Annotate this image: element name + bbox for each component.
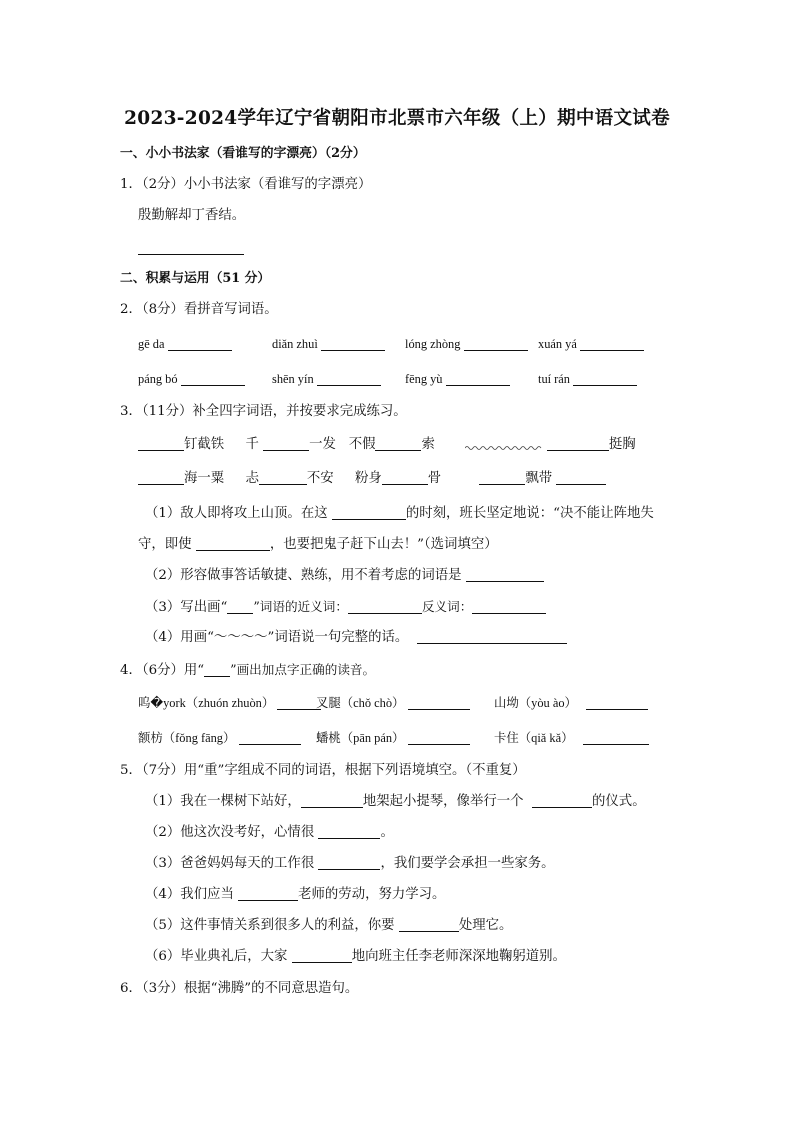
q3-part-4: （4）用画“～～～～”词语说一句完整的话。 xyxy=(145,629,567,647)
answer-blank[interactable] xyxy=(532,793,592,808)
pinyin-item: xuán yá xyxy=(538,335,644,353)
wavy-underline xyxy=(465,437,543,451)
answer-blank[interactable] xyxy=(375,436,421,451)
answer-blank[interactable] xyxy=(259,470,307,485)
pinyin-item: shēn yín xyxy=(272,370,381,388)
answer-blank[interactable] xyxy=(196,536,270,551)
q5-part-4: （4）我们应当 老师的劳动，努力学习。 xyxy=(145,887,446,902)
answer-blank[interactable] xyxy=(382,470,428,485)
answer-blank[interactable] xyxy=(168,336,232,351)
answer-blank[interactable] xyxy=(317,371,381,386)
answer-blank[interactable] xyxy=(181,371,245,386)
reading-item: 卡住（qiǎ kǎ） xyxy=(494,729,649,747)
answer-blank[interactable] xyxy=(292,948,352,963)
q3-part-1-cont: 守，即使 ，也要把鬼子赶下山去！”（选词填空） xyxy=(138,537,498,552)
answer-blank[interactable] xyxy=(301,793,363,808)
answer-blank[interactable] xyxy=(580,336,644,351)
page-title: 2023-2024学年辽宁省朝阳市北票市六年级（上）期中语文试卷 xyxy=(124,108,670,129)
q5-part-3: （3）爸爸妈妈每天的工作很 ，我们要学会承担一些家务。 xyxy=(145,856,555,871)
reading-item: 山坳（yòu ào） xyxy=(494,694,648,712)
question-3: 3．（11分）补全四字词语，并按要求完成练习。 xyxy=(120,404,407,419)
reading-item: 蟠桃（pān pán） xyxy=(316,729,470,747)
q3-part-2: （2）形容做事答话敏捷、熟练，用不着考虑的词语是 xyxy=(145,567,544,585)
answer-blank[interactable] xyxy=(417,629,567,644)
answer-blank[interactable] xyxy=(348,599,422,614)
answer-blank[interactable] xyxy=(408,695,470,710)
section-2-heading: 二、积累与运用（51 分） xyxy=(120,271,271,286)
answer-blank[interactable] xyxy=(466,567,544,582)
answer-blank[interactable] xyxy=(277,695,321,710)
idiom-row-2: 海一粟 忐 不安 粉身 骨 飘带 xyxy=(138,470,606,488)
pinyin-item: lóng zhòng xyxy=(405,335,528,353)
answer-blank[interactable] xyxy=(556,470,606,485)
answer-blank[interactable] xyxy=(318,855,380,870)
q3-part-3: （3）写出画“ ”词语的近义词： 反义词： xyxy=(145,598,546,617)
reading-item: 呜�york（zhuón zhuòn） xyxy=(138,694,321,712)
answer-blank[interactable] xyxy=(238,886,298,901)
answer-blank[interactable] xyxy=(321,336,385,351)
answer-blank[interactable] xyxy=(573,371,637,386)
question-6: 6．（3分）根据“沸腾”的不同意思造句。 xyxy=(120,981,359,996)
answer-blank[interactable] xyxy=(138,240,244,258)
question-1: 1．（2分）小小书法家（看谁写的字漂亮） xyxy=(120,177,372,192)
question-4: 4．（6分）用“ ”画出加点字正确的读音。 xyxy=(120,662,376,678)
answer-blank[interactable] xyxy=(472,599,546,614)
answer-blank[interactable] xyxy=(138,470,184,485)
answer-blank[interactable] xyxy=(408,730,470,745)
question-2: 2．（8分）看拼音写词语。 xyxy=(120,302,278,317)
section-1-heading: 一、小小书法家（看谁写的字漂亮）（2分） xyxy=(120,146,366,161)
answer-blank[interactable] xyxy=(138,436,184,451)
answer-blank[interactable] xyxy=(583,730,649,745)
answer-blank[interactable] xyxy=(332,505,406,520)
answer-blank[interactable] xyxy=(318,824,380,839)
answer-blank[interactable] xyxy=(586,695,648,710)
pinyin-item: diǎn zhuì xyxy=(272,335,385,353)
answer-blank[interactable] xyxy=(399,917,459,932)
reading-item: 叉腿（chǒ chò） xyxy=(316,694,470,712)
answer-blank[interactable] xyxy=(239,730,301,745)
pinyin-item: tuí rán xyxy=(538,370,637,388)
pinyin-item: gē da xyxy=(138,335,232,353)
q5-part-6: （6）毕业典礼后，大家 地向班主任李老师深深地鞠躬道别。 xyxy=(145,949,566,964)
pinyin-item: páng bó xyxy=(138,370,245,388)
q5-part-1: （1）我在一棵树下站好， 地架起小提琴，像举行一个 的仪式。 xyxy=(145,794,646,809)
answer-blank[interactable] xyxy=(464,336,528,351)
answer-blank[interactable] xyxy=(263,436,309,451)
reading-item: 额枋（fǒng fāng） xyxy=(138,729,301,747)
q5-part-5: （5）这件事情关系到很多人的利益，你要 处理它。 xyxy=(145,918,513,933)
pinyin-item: fēng yù xyxy=(405,370,510,388)
answer-blank[interactable] xyxy=(547,436,609,451)
answer-blank[interactable] xyxy=(479,470,525,485)
q3-part-1: （1）敌人即将攻上山顶。在这 的时刻，班长坚定地说：“决不能让阵地失 xyxy=(145,506,654,521)
idiom-row-1: 钉截铁 千 一发 不假 索 挺胸 xyxy=(138,436,636,454)
q5-part-2: （2）他这次没考好，心情很 。 xyxy=(145,825,394,840)
question-5: 5．（7分）用“重”字组成不同的词语，根据下列语境填空。（不重复） xyxy=(120,763,526,778)
answer-blank[interactable] xyxy=(446,371,510,386)
calligraphy-line: 殷勤解却丁香结。 xyxy=(138,208,246,223)
